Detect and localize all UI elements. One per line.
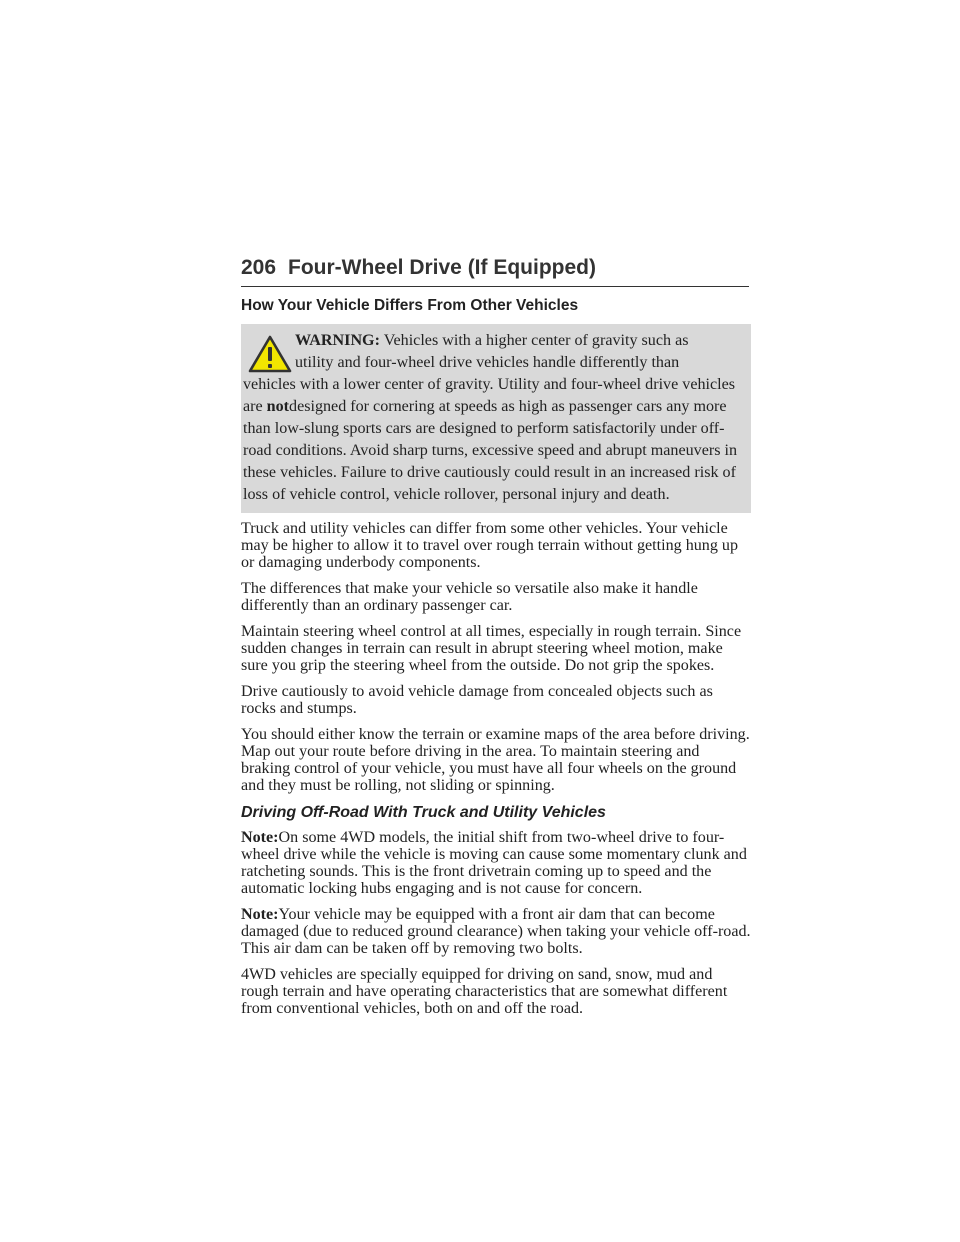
warning-text-after: designed for cornering at speeds as high as passenger cars any more than low-slung sports cars are designed to perform satisfactorily under off-road conditions. Avoid sharp turns, excessive speed and abrupt maneuvers in these vehicles. Failure to drive cautiously could result in an increased risk of loss of vehicle control, vehicle rollover, personal injury and death.: [243, 398, 738, 503]
page-header: [241, 256, 749, 287]
page-content: [241, 297, 751, 1026]
note-label: Note:: [241, 906, 279, 923]
warning-body: [243, 374, 749, 506]
warning-first-lines: [243, 330, 749, 374]
subsection-heading: Driving Off-Road With Truck and Utility Vehicles: [241, 803, 606, 821]
chapter-title: Four-Wheel Drive (If Equipped): [288, 256, 596, 279]
note-text: Your vehicle may be equipped with a front air dam that can become damaged (due to reduced ground clearance) when taking your vehicle off-road. This air dam can be taken off by removing two bolts.: [241, 906, 751, 958]
page-number: 206: [241, 256, 277, 279]
note-4wd-shift: [241, 829, 751, 898]
paragraph-terrain: You should either know the terrain or examine maps of the area before driving. Map out your route before driving in the area. To maintain steering and braking control of your vehicle, you must have all four wheels on the ground and they must be rolling, not sliding or spinning.: [241, 725, 750, 795]
warning-line-2: utility and four-wheel drive vehicles handle differently than: [295, 354, 680, 371]
section-heading: How Your Vehicle Differs From Other Vehicles: [241, 297, 579, 314]
paragraph-4wd-characteristics: 4WD vehicles are specially equipped for driving on sand, snow, mud and rough terrain and have operating characteristics that are somewhat different from conventional vehicles, both on and off the road.: [241, 966, 728, 1018]
paragraph-handling: The differences that make your vehicle so versatile also make it handle differently than an ordinary passenger car.: [241, 580, 698, 615]
warning-box: [241, 324, 751, 513]
warning-label: WARNING:: [295, 332, 380, 349]
note-label: Note:: [241, 828, 279, 846]
warning-lead: [295, 330, 688, 374]
warning-triangle-icon: [247, 334, 293, 374]
warning-text-before: vehicles with a lower center of gravity. Utility and four-wheel drive vehicles are: [243, 376, 735, 415]
paragraph-drive-cautiously: Drive cautiously to avoid vehicle damage from concealed objects such as rocks and stumps.: [241, 682, 713, 717]
warning-line-1: Vehicles with a higher center of gravity such as: [383, 332, 689, 349]
note-text: On some 4WD models, the initial shift from two-wheel drive to four-wheel drive while the vehicle is moving can cause some momentary clunk and ratcheting sounds. This is the front drivetrain coming up to speed and the automatic locking hubs engaging and is not cause for concern.: [241, 828, 747, 898]
paragraph-steering-control: Maintain steering wheel control at all times, especially in rough terrain. Since sudden changes in terrain can result in abrupt steering wheel motion, make sure you grip the steering wheel from the outside. Do not grip the spokes.: [241, 622, 742, 675]
note-air-dam: [241, 906, 751, 958]
warning-emphasis: not: [266, 398, 290, 415]
paragraph-vehicle-differences: Truck and utility vehicles can differ from some other vehicles. Your vehicle may be higher to allow it to travel over rough terrain without getting hung up or damaging underbody components.: [241, 520, 739, 572]
